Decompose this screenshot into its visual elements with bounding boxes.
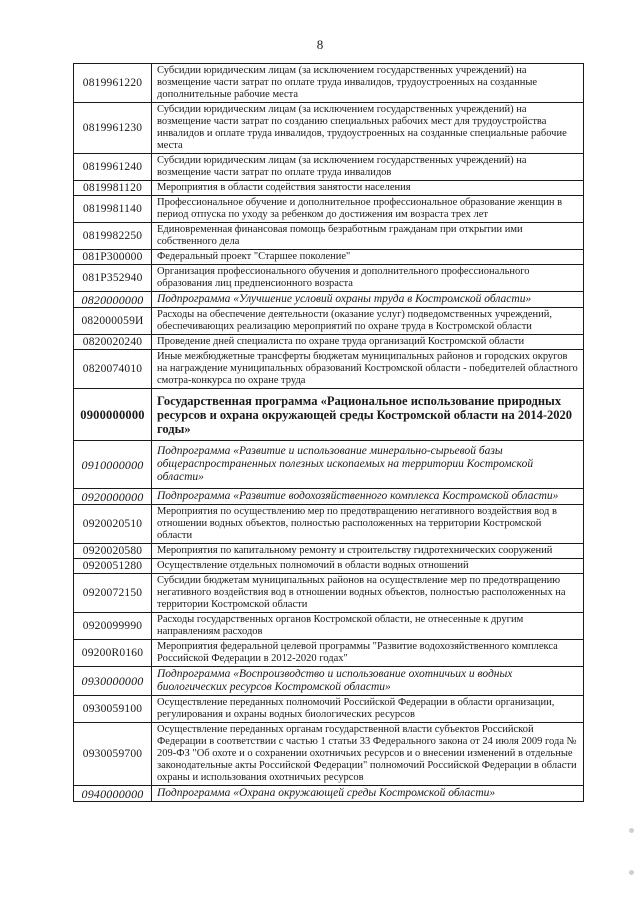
classification-code: 082000059И [74, 308, 152, 335]
expense-description: Осуществление отдельных полномочий в области водных отношений [152, 559, 584, 574]
expense-description: Федеральный проект "Старшее поколение" [152, 250, 584, 265]
table-row [74, 613, 584, 640]
expense-description: Подпрограмма «Воспроизводство и использование охотничьих и водных биологических ресурсов Костромской области» [152, 667, 584, 696]
expense-description: Подпрограмма «Улучшение условий охраны труда в Костромской области» [152, 292, 584, 308]
table-row [74, 103, 584, 154]
table-row [74, 574, 584, 613]
scan-mark [629, 828, 634, 833]
subprogram-row [74, 292, 584, 308]
table-row [74, 696, 584, 723]
classification-code: 0920051280 [74, 559, 152, 574]
table-row [74, 335, 584, 350]
expense-description: Мероприятия федеральной целевой программы "Развитие водохозяйственного комплекса Российской Федерации в 2012-2020 годах" [152, 640, 584, 667]
expense-description: Субсидии юридическим лицам (за исключением государственных учреждений) на возмещение части затрат по созданию специальных рабочих мест для трудоустройства инвалидов и оплате труда инвалидов, трудоустроенных на созданные специальные рабочие места [152, 103, 584, 154]
expense-description: Мероприятия в области содействия занятости населения [152, 181, 584, 196]
classification-code: 0820020240 [74, 335, 152, 350]
classification-code: 0940000000 [74, 786, 152, 802]
classification-code: 0910000000 [74, 441, 152, 489]
table-row [74, 308, 584, 335]
expense-description: Подпрограмма «Развитие водохозяйственного комплекса Костромской области» [152, 489, 584, 505]
table-row [74, 181, 584, 196]
classification-code: 0900000000 [74, 389, 152, 441]
subprogram-row [74, 667, 584, 696]
table-row [74, 640, 584, 667]
expense-description: Субсидии юридическим лицам (за исключением государственных учреждений) на возмещение части затрат по оплате труда инвалидов [152, 154, 584, 181]
expense-description: Мероприятия по капитальному ремонту и строительству гидротехнических сооружений [152, 544, 584, 559]
budget-classification-table [73, 63, 584, 802]
expense-description: Государственная программа «Рациональное использование природных ресурсов и охрана окружающей среды Костромской области на 2014-2020 годы» [152, 389, 584, 441]
classification-code: 09200R0160 [74, 640, 152, 667]
classification-code: 0819982250 [74, 223, 152, 250]
expense-description: Расходы государственных органов Костромской области, не отнесенные к другим направлениям расходов [152, 613, 584, 640]
classification-code: 0820074010 [74, 350, 152, 389]
classification-code: 0819961220 [74, 64, 152, 103]
classification-code: 0920020580 [74, 544, 152, 559]
table-row [74, 723, 584, 786]
classification-code: 081P300000 [74, 250, 152, 265]
expense-description: Мероприятия по осуществлению мер по предотвращению негативного воздействия вод в отношении водных объектов, полностью расположенных на территории Костромской области [152, 505, 584, 544]
expense-description: Осуществление переданных органам государственной власти субъектов Российской Федерации в соответствии с частью 1 статьи 33 Федерального закона от 24 июля 2009 года № 209-ФЗ "Об охоте и о сохранении охотничьих ресурсов и о внесении изменений в отдельные законодательные акты Российской Федерации" полномочий Российской Федерации в области охраны и использования охотничьих ресурсов [152, 723, 584, 786]
classification-code: 0930059700 [74, 723, 152, 786]
classification-code: 081P352940 [74, 265, 152, 292]
expense-description: Подпрограмма «Развитие и использование минерально-сырьевой базы общераспространенных полезных ископаемых на территории Костромской области» [152, 441, 584, 489]
table-row [74, 505, 584, 544]
classification-code: 0819981140 [74, 196, 152, 223]
subprogram-row [74, 786, 584, 802]
table-row [74, 196, 584, 223]
classification-code: 0819961230 [74, 103, 152, 154]
expense-description: Проведение дней специалиста по охране труда организаций Костромской области [152, 335, 584, 350]
expense-description: Подпрограмма «Охрана окружающей среды Костромской области» [152, 786, 584, 802]
classification-code: 0920099990 [74, 613, 152, 640]
expense-description: Профессиональное обучение и дополнительное профессиональное образование женщин в период отпуска по уходу за ребенком до достижения им возраста трех лет [152, 196, 584, 223]
classification-code: 0819981120 [74, 181, 152, 196]
classification-code: 0930000000 [74, 667, 152, 696]
table-row [74, 265, 584, 292]
expense-description: Организация профессионального обучения и дополнительного профессионального образования лиц предпенсионного возраста [152, 265, 584, 292]
expense-description: Осуществление переданных полномочий Российской Федерации в области организации, регулирования и охраны водных биологических ресурсов [152, 696, 584, 723]
classification-code: 0920020510 [74, 505, 152, 544]
expense-description: Единовременная финансовая помощь безработным гражданам при открытии ими собственного дела [152, 223, 584, 250]
expense-description: Субсидии юридическим лицам (за исключением государственных учреждений) на возмещение части затрат по оплате труда инвалидов, трудоустроенных на созданные дополнительные рабочие места [152, 64, 584, 103]
subprogram-row [74, 441, 584, 489]
table-row [74, 64, 584, 103]
page-number: 8 [316, 37, 324, 52]
table-row [74, 350, 584, 389]
classification-code: 0920072150 [74, 574, 152, 613]
classification-code: 0820000000 [74, 292, 152, 308]
program-row [74, 389, 584, 441]
scan-mark [629, 870, 634, 875]
table-row [74, 559, 584, 574]
table-row [74, 223, 584, 250]
expense-description: Иные межбюджетные трансферты бюджетам муниципальных районов и городских округов на награждение муниципальных образований Костромской области - победителей областного смотра-конкурса по охране труда [152, 350, 584, 389]
classification-code: 0920000000 [74, 489, 152, 505]
expense-description: Расходы на обеспечение деятельности (оказание услуг) подведомственных учреждений, обеспечивающих реализацию мероприятий по охране труда в Костромской области [152, 308, 584, 335]
classification-code: 0930059100 [74, 696, 152, 723]
table-row [74, 250, 584, 265]
classification-code: 0819961240 [74, 154, 152, 181]
subprogram-row [74, 489, 584, 505]
table-row [74, 544, 584, 559]
expense-description: Субсидии бюджетам муниципальных районов на осуществление мер по предотвращению негативного воздействия вод в отношении водных объектов, полностью расположенных на территории Костромской области [152, 574, 584, 613]
table-row [74, 154, 584, 181]
